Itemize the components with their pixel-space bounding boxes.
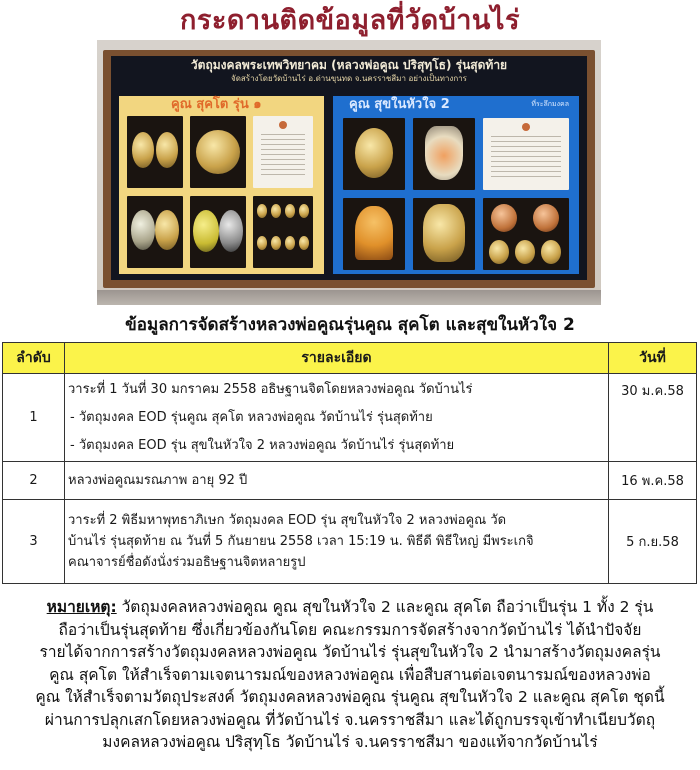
medal-icon: [219, 210, 243, 252]
medal-icon: [155, 210, 179, 250]
note-line: ถือว่าเป็นรุ่นสุดท้าย ซึ่งเกี่ยวข้องกันโดย คณะกรรมการจัดสร้างจากวัดบ้านไร่ ได้นำปัจจัย: [58, 620, 642, 639]
amulet-card: [127, 116, 183, 188]
table-row: [3, 500, 697, 584]
seal-icon: [522, 123, 530, 131]
medal-icon: [196, 130, 240, 174]
note-line: ผ่านการปลุกเสกโดยหลวงพ่อคูณ ที่วัดบ้านไร่ จ.นครราชสีมา และได้ถูกบรรจุเข้าทำเนียบวัตถุ: [44, 710, 656, 729]
detail-line: คณาจารย์ชื่อดังนั่งร่วมอธิษฐานจิตหลายรูป: [68, 555, 306, 570]
board-title: วัตถุมงคลพระเทพวิทยาคม (หลวงพ่อคูณ ปริสุทฺโธ) รุ่นสุดท้าย: [190, 58, 508, 72]
row-details: [65, 462, 609, 500]
row-date: 30 ม.ค.58: [609, 374, 697, 462]
amulet-set-card: [253, 196, 313, 268]
amulet-card: [413, 118, 475, 190]
panel-heading: คูณ สุคโต รุ่น ๑: [171, 97, 262, 112]
table-row: [3, 374, 697, 462]
row-date: 16 พ.ค.58: [609, 462, 697, 500]
table-header-row: [3, 343, 697, 374]
medal-icon: [423, 204, 465, 262]
notice-board: [111, 56, 587, 280]
detail-line: วาระที่ 1 วันที่ 30 มกราคม 2558 อธิษฐานจิตโดยหลวงพ่อคูณ วัดบ้านไร่: [68, 381, 473, 397]
detail-line: บ้านไร่ รุ่นสุดท้าย ณ วันที่ 5 กันยายน 2558 เวลา 15:19 น. พิธีดี พิธีใหญ่ มีพระเกจิ: [68, 534, 534, 549]
amulet-card: [190, 196, 246, 268]
detail-line: หลวงพ่อคูณมรณภาพ อายุ 92 ปี: [68, 472, 248, 488]
medal-icon: [131, 210, 155, 250]
amulet-card: [127, 196, 183, 268]
panel-tag: ที่ระลึกมงคล: [531, 100, 569, 108]
table-row: [3, 462, 697, 500]
row-seq: 2: [3, 462, 65, 500]
panel-khun-suk-nai-huachai-2: [333, 96, 579, 274]
note-line: คูณ สุคโต ให้สำเร็จตามเจตนารมณ์ของหลวงพ่อคูณ เพื่อสืบสานต่อเจตนารมณ์ของหลวงพ่อ: [49, 665, 651, 684]
seal-icon: [279, 121, 287, 129]
panel-khun-sukhato: [119, 96, 324, 274]
amulet-card: [413, 198, 475, 270]
notice-board-photo: [97, 40, 601, 305]
amulet-set-card: [483, 198, 569, 270]
note-label: หมายเหตุ:: [46, 598, 117, 616]
note-line: คูณ ให้สำเร็จตามวัตถุประสงค์ วัตถุมงคลหลวงพ่อคูณ รุ่นคูณ สุขในหัวใจ 2 และคูณ สุคโต ชุดนี้: [35, 688, 665, 706]
row-details: [65, 500, 609, 584]
note-line: รายได้จากการสร้างวัตถุมงคลหลวงพ่อคูณ วัดบ้านไร่ รุ่นสุขในหัวใจ 2 นำมาสร้างวัตถุมงคลรุ่น: [39, 643, 661, 661]
amulet-card: [190, 116, 246, 188]
amulet-card: [343, 118, 405, 190]
certificate-card: [483, 118, 569, 190]
row-date: 5 ก.ย.58: [609, 500, 697, 584]
column-header-seq: ลำดับ: [3, 343, 65, 374]
certificate-card: [253, 116, 313, 188]
row-details: [65, 374, 609, 462]
medal-icon: [156, 132, 178, 168]
column-header-date: วันที่: [609, 343, 697, 374]
amulet-card: [343, 198, 405, 270]
medal-icon: [132, 132, 154, 168]
column-header-details: รายละเอียด: [65, 343, 609, 374]
detail-line: วาระที่ 2 พิธีมหาพุทธาภิเษก วัตถุมงคล EOD รุ่น สุขในหัวใจ 2 หลวงพ่อคูณ วัด: [68, 513, 507, 528]
table-caption: ข้อมูลการจัดสร้างหลวงพ่อคูณรุ่นคูณ สุคโต และสุขในหัวใจ 2: [125, 315, 575, 335]
panel-heading: คูณ สุขในหัวใจ 2: [349, 97, 450, 112]
detail-line: - วัตถุมงคล EOD รุ่นคูณ สุคโต หลวงพ่อคูณ วัดบ้านไร่ รุ่นสุดท้าย: [70, 409, 433, 425]
note-line: มงคลหลวงพ่อคูณ ปริสุทฺโธ วัดบ้านไร่ จ.นครราชสีมา ของแท้จากวัดบ้านไร่: [102, 733, 598, 751]
board-subtitle: จัดสร้างโดยวัดบ้านไร่ อ.ด่านขุนทด จ.นครราชสีมา อย่างเป็นทางการ: [231, 74, 467, 83]
info-table: [2, 342, 697, 584]
detail-line: - วัตถุมงคล EOD รุ่น สุขในหัวใจ 2 หลวงพ่อคูณ วัดบ้านไร่ รุ่นสุดท้าย: [70, 437, 455, 453]
medal-icon: [425, 126, 463, 180]
note-paragraph: [10, 596, 690, 754]
medal-icon: [355, 128, 393, 178]
page-title: กระดานติดข้อมูลที่วัดบ้านไร่: [180, 5, 520, 36]
note-line: วัตถุมงคลหลวงพ่อคูณ คูณ สุขในหัวใจ 2 และคูณ สุคโต ถือว่าเป็นรุ่น 1 ทั้ง 2 รุ่น: [116, 598, 654, 616]
buddha-statue-icon: [355, 206, 393, 260]
row-seq: 3: [3, 500, 65, 584]
row-seq: 1: [3, 374, 65, 462]
medal-icon: [193, 210, 219, 252]
